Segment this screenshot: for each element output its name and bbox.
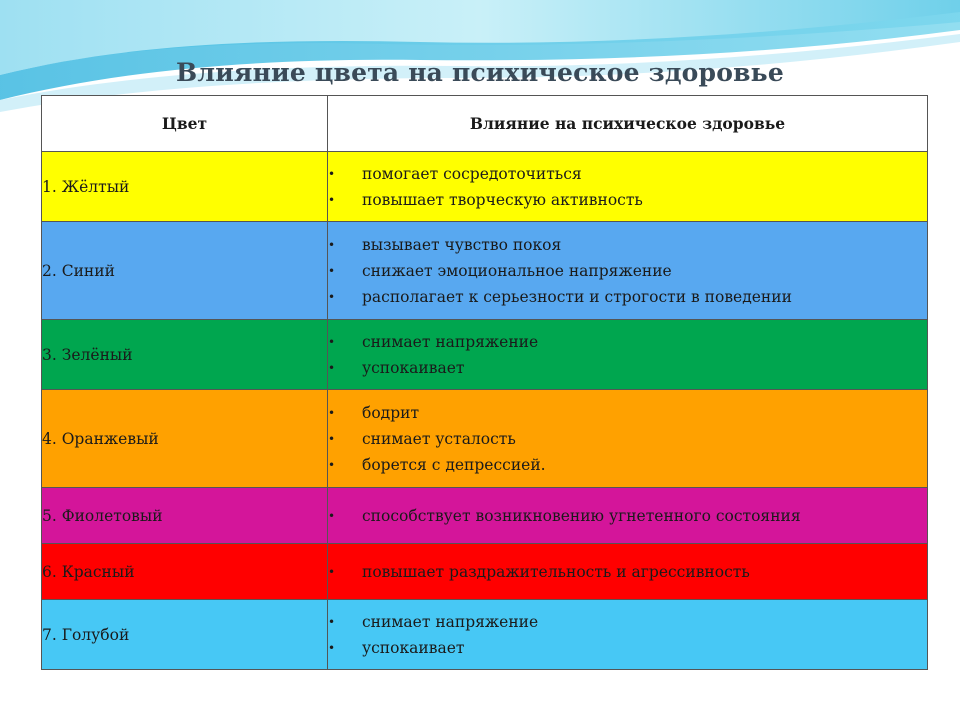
effect-list	[328, 232, 927, 310]
effect-cell	[328, 222, 928, 320]
effect-list	[328, 559, 927, 585]
effect-list	[328, 609, 927, 661]
color-name: 1. Жёлтый	[42, 152, 328, 222]
list-item: • борется с депрессией.	[328, 452, 927, 478]
list-item: • успокаивает	[328, 355, 927, 381]
list-item: • бодрит	[328, 400, 927, 426]
effect-list	[328, 503, 927, 529]
color-influence-table	[41, 95, 928, 670]
effect-cell	[328, 488, 928, 544]
effect-cell	[328, 600, 928, 670]
table-row	[42, 390, 928, 488]
effect-cell	[328, 320, 928, 390]
table-row	[42, 320, 928, 390]
list-item: • располагает к серьезности и строгости в поведении	[328, 284, 927, 310]
effect-list	[328, 161, 927, 213]
effect-cell	[328, 152, 928, 222]
table-row	[42, 222, 928, 320]
color-name: 5. Фиолетовый	[42, 488, 328, 544]
color-name: 2. Синий	[42, 222, 328, 320]
table-row	[42, 544, 928, 600]
color-name: 7. Голубой	[42, 600, 328, 670]
table-row	[42, 152, 928, 222]
list-item: • снижает эмоциональное напряжение	[328, 258, 927, 284]
table-header-row	[42, 96, 928, 152]
color-name: 6. Красный	[42, 544, 328, 600]
list-item: • снимает усталость	[328, 426, 927, 452]
header-color: Цвет	[42, 96, 328, 152]
list-item: • помогает сосредоточиться	[328, 161, 927, 187]
header-effect: Влияние на психическое здоровье	[328, 96, 928, 152]
table-row	[42, 488, 928, 544]
effect-list	[328, 400, 927, 478]
list-item: • снимает напряжение	[328, 609, 927, 635]
effect-cell	[328, 390, 928, 488]
color-name: 4. Оранжевый	[42, 390, 328, 488]
list-item: • снимает напряжение	[328, 329, 927, 355]
list-item: • повышает раздражительность и агрессивность	[328, 559, 927, 585]
page-title: Влияние цвета на психическое здоровье	[176, 58, 784, 87]
list-item: • вызывает чувство покоя	[328, 232, 927, 258]
list-item: • повышает творческую активность	[328, 187, 927, 213]
list-item: • способствует возникновению угнетенного состояния	[328, 503, 927, 529]
color-name: 3. Зелёный	[42, 320, 328, 390]
table-row	[42, 600, 928, 670]
effect-list	[328, 329, 927, 381]
effect-cell	[328, 544, 928, 600]
list-item: • успокаивает	[328, 635, 927, 661]
